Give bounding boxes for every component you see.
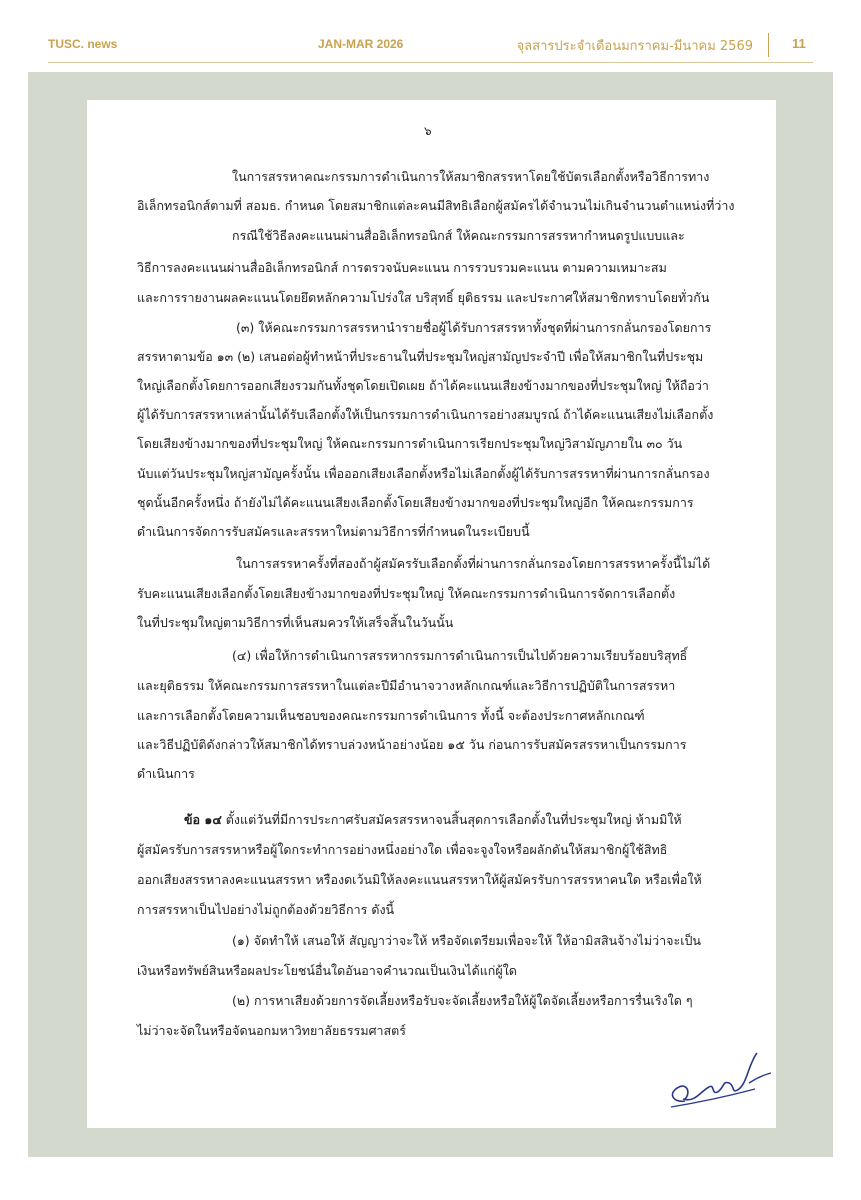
text-line: ในที่ประชุมใหญ่ตามวิธีการที่เห็นสมควรให้เสร็จสิ้นในวันนั้น bbox=[137, 615, 454, 630]
text-line: โดยเสียงข้างมากของที่ประชุมใหญ่ ให้คณะกรรมการดำเนินการเรียกประชุมใหญ่วิสามัญภายใน ๓๐ วัน bbox=[137, 436, 683, 451]
text-line: สรรหาตามข้อ ๑๓ (๒) เสนอต่อผู้ทำหน้าที่ประธานในที่ประชุมใหญ่สามัญประจำปี เพื่อให้สมาชิกในที่ประชุม bbox=[137, 349, 704, 364]
clause-label: ข้อ ๑๔ bbox=[184, 812, 222, 827]
text-line: ออกเสียงสรรหาลงคะแนนสรรหา หรืองดเว้นมิให้ลงคะแนนสรรหาให้ผู้สมัครรับการสรรหาคนใด หรือเพื่อให้ bbox=[137, 872, 702, 887]
text-line: (๒) การหาเสียงด้วยการจัดเลี้ยงหรือรับจะจัดเลี้ยงหรือให้ผู้ใดจัดเลี้ยงหรือการรื่นเริงใด ๆ bbox=[232, 993, 693, 1008]
text-line: ในการสรรหาคณะกรรมการดำเนินการให้สมาชิกสรรหาโดยใช้บัตรเลือกตั้งหรือวิธีการทาง bbox=[232, 169, 710, 184]
text-line: นับแต่วันประชุมใหญ่สามัญครั้งนั้น เพื่อออกเสียงเลือกตั้งหรือไม่เลือกตั้งผู้ได้รับการสรรหาที่ผ่านการกลั่นกรอง bbox=[137, 466, 710, 481]
text-line: และยุติธรรม ให้คณะกรรมการสรรหาในแต่ละปีมีอำนาจวางหลักเกณฑ์และวิธีการปฏิบัติในการสรรหา bbox=[137, 678, 676, 693]
text-line: (๑) จัดทำให้ เสนอให้ สัญญาว่าจะให้ หรือจัดเตรียมเพื่อจะให้ ให้อามิสสินจ้างไม่ว่าจะเป็น bbox=[232, 933, 701, 948]
text-line: กรณีใช้วิธีลงคะแนนผ่านสื่ออิเล็กทรอนิกส์ ให้คณะกรรมการสรรหากำหนดรูปแบบและ bbox=[232, 228, 685, 243]
clause-line bbox=[184, 812, 682, 828]
text-line: การสรรหาเป็นไปอย่างไม่ถูกต้องด้วยวิธีการ ดังนี้ bbox=[137, 902, 395, 917]
header-divider bbox=[768, 33, 769, 57]
text-line: ใหญ่เลือกตั้งโดยการออกเสียงรวมกันทั้งชุดโดยเปิดเผย ถ้าได้คะแนนเสียงข้างมากของที่ประชุมใหญ่ ให้ถือว่า bbox=[137, 378, 709, 393]
text-line: วิธีการลงคะแนนผ่านสื่ออิเล็กทรอนิกส์ การตรวจนับคะแนน การรวบรวมคะแนน ตามความเหมาะสม bbox=[137, 260, 667, 275]
issue-period: JAN-MAR 2026 bbox=[318, 37, 404, 51]
text-line: ไม่ว่าจะจัดในหรือจัดนอกมหาวิทยาลัยธรรมศาสตร์ bbox=[137, 1023, 407, 1038]
header-rule bbox=[48, 62, 813, 63]
publication-name: TUSC. news bbox=[48, 37, 118, 51]
text-line: ดำเนินการ bbox=[137, 766, 195, 781]
text-line: และการเลือกตั้งโดยความเห็นชอบของคณะกรรมการดำเนินการ ทั้งนี้ จะต้องประกาศหลักเกณฑ์ bbox=[137, 708, 645, 723]
clause-text: ตั้งแต่วันที่มีการประกาศรับสมัครสรรหาจนสิ้นสุดการเลือกตั้งในที่ประชุมใหญ่ ห้ามมิให้ bbox=[225, 812, 682, 827]
text-line: เงินหรือทรัพย์สินหรือผลประโยชน์อื่นใดอันอาจคำนวณเป็นเงินได้แก่ผู้ใด bbox=[137, 963, 517, 978]
issue-title-thai: จุลสารประจำเดือนมกราคม-มีนาคม 2569 bbox=[516, 39, 753, 54]
text-line: ชุดนั้นอีกครั้งหนึ่ง ถ้ายังไม่ได้คะแนนเสียงเลือกตั้งโดยเสียงข้างมากของที่ประชุมใหญ่อีก ให้คณะกรรมการ bbox=[137, 495, 694, 510]
text-line: (๓) ให้คณะกรรมการสรรหานำรายชื่อผู้ได้รับการสรรหาทั้งชุดที่ผ่านการกลั่นกรองโดยการ bbox=[236, 320, 712, 335]
text-line: อิเล็กทรอนิกส์ตามที่ สอมธ. กำหนด โดยสมาชิกแต่ละคนมีสิทธิเลือกผู้สมัครได้จำนวนไม่เกินจำนวนตำแหน่งที่ว่าง bbox=[137, 198, 735, 213]
newsletter-page-number: 11 bbox=[792, 36, 806, 51]
text-line: และการรายงานผลคะแนนโดยยึดหลักความโปร่งใส บริสุทธิ์ ยุติธรรม และประกาศให้สมาชิกทราบโดยทั่วกัน bbox=[137, 290, 710, 305]
document-page-number: ๖ bbox=[424, 124, 432, 138]
text-line: และวิธีปฏิบัติดังกล่าวให้สมาชิกได้ทราบล่วงหน้าอย่างน้อย ๑๕ วัน ก่อนการรับสมัครสรรหาเป็นกรรมการ bbox=[137, 737, 687, 752]
text-line: ดำเนินการจัดการรับสมัครและสรรหาใหม่ตามวิธีการที่กำหนดในระเบียบนี้ bbox=[137, 524, 530, 539]
text-line: ผู้สมัครรับการสรรหาหรือผู้ใดกระทำการอย่างหนึ่งอย่างใด เพื่อจะจูงใจหรือผลักดันให้สมาชิกผู้ใช้สิทธิ bbox=[137, 842, 668, 857]
newsletter-header bbox=[0, 0, 861, 64]
text-line: (๔) เพื่อให้การดำเนินการสรรหากรรมการดำเนินการเป็นไปด้วยความเรียบร้อยบริสุทธิ์ bbox=[232, 648, 688, 663]
handwritten-signature bbox=[665, 1043, 775, 1123]
text-line: รับคะแนนเสียงเลือกตั้งโดยเสียงข้างมากของที่ประชุมใหญ่ ให้คณะกรรมการดำเนินการจัดการเลือกตั้ง bbox=[137, 586, 676, 601]
text-line: ผู้ได้รับการสรรหาเหล่านั้นได้รับเลือกตั้งให้เป็นกรรมการดำเนินการอย่างสมบูรณ์ ถ้าได้คะแนนเสียงไม่เลือกตั้ง bbox=[137, 407, 714, 422]
text-line: ในการสรรหาครั้งที่สองถ้าผู้สมัครรับเลือกตั้งที่ผ่านการกลั่นกรองโดยการสรรหาครั้งนี้ไม่ได้ bbox=[236, 556, 711, 571]
